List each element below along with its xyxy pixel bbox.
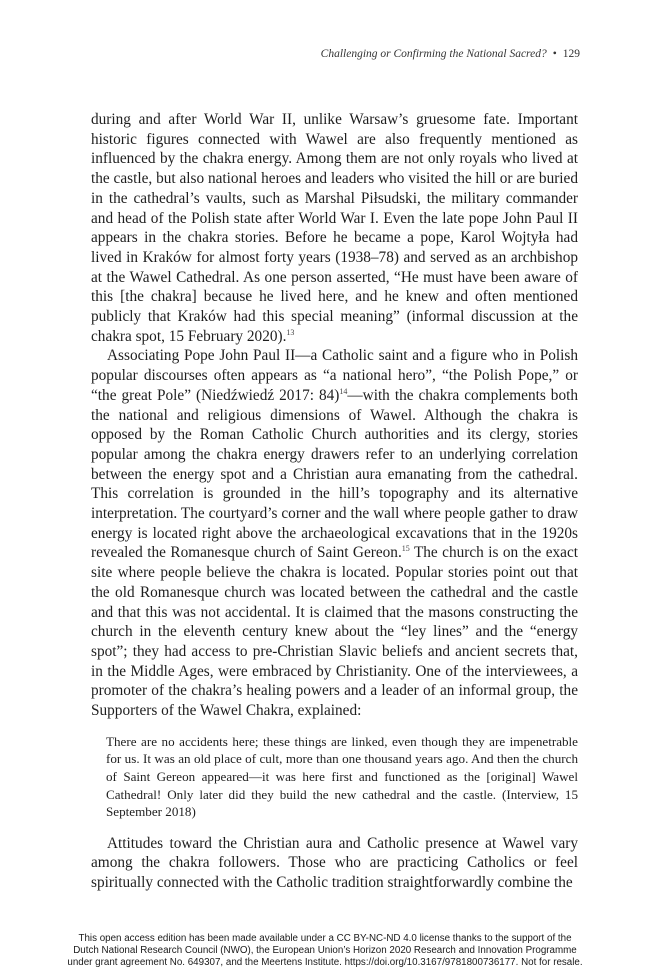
running-head-title: Challenging or Confirming the National Sacred? [320, 48, 547, 60]
footnote-marker: 13 [286, 327, 295, 337]
paragraph [91, 834, 578, 893]
body-text [91, 110, 578, 893]
block-quote: There are no accidents here; these things are linked, even though they are impenetrable for us. It was an old place of cult, more than one thousand years ago. And then the church of Saint Gereon appeared—it was here first and functioned as the [original] Wawel Cathedral! Only later did they build the new cathedral and the castle. (Interview, 15 September 2018) [106, 733, 578, 820]
paragraph [91, 346, 578, 720]
footer-line: This open access edition has been made available under a CC BY-NC-ND 4.0 license thanks to the support of the [78, 933, 572, 944]
paragraph-text: —with the chakra complements both the national and religious dimensions of Wawel. Although the chakra is opposed by the Roman Catholic Church authorities and its clergy, stories popular among the chakra energy drawers refer to an underlying correlation between the energy spot and a Christian aura emanating from the cathedral. This correlation is grounded in the hill’s topography and its alternative interpretation. The courtyard’s corner and the wall where people gather to draw energy is located right above the archaeological excavations that in the 1920s revealed the Romanesque church of Saint Gereon. [91, 386, 578, 562]
running-head-separator: • [552, 48, 557, 60]
footnote-marker: 15 [401, 544, 410, 554]
running-head [321, 48, 580, 60]
paragraph-text: during and after World War II, unlike Warsaw’s gruesome fate. Important historic figures connected with Wawel are also frequently mentioned as influenced by the chakra energy. Among them are not only royals who lived at the castle, but also national heroes and leaders who visited the hill or are buried in the cathedral’s vaults, such as Marshal Piłsudski, the military commander and head of the Polish state after World War I. Even the late pope John Paul II appears in the chakra stories. Before he became a pope, Karol Wojtyła had lived in Kraków for almost forty years (1938–78) and served as an archbishop at the Wawel Cathedral. As one person asserted, “He must have been aware of this [the chakra] because he lived here, and he knew and often mentioned publicly that Kraków had this special meaning” (informal discussion at the chakra spot, 15 February 2020). [91, 111, 578, 345]
footer-line: Dutch National Research Council (NWO), the European Union’s Horizon 2020 Research and Innovation Programme [73, 945, 577, 957]
page-number: 129 [562, 48, 580, 60]
footnote-marker: 14 [339, 386, 348, 396]
paragraph-text: The church is on the exact site where people believe the chakra is located. Popular stories point out that the old Romanesque church was located between the cathedral and the castle and that this was not accidental. It is claimed that the masons constructing the church in the eleventh century knew about the “ley lines” and the “energy spot”; they had access to pre-Christian Slavic beliefs and ancient secrets that, in the Middle Ages, were embraced by Christianity. One of the interviewees, a promoter of the chakra’s healing powers and a leader of an informal group, the Supporters of the Wawel Chakra, explained: [91, 544, 578, 720]
paragraph-continued [91, 110, 578, 346]
license-footer [0, 933, 650, 970]
paragraph-text: Associating Pope John Paul II—a Catholic saint and a figure who in Polish popular discourses often appears as “a national hero”, “the Polish Pope,” or “the great Pole” (Niedźwiedź 2017: 84) [91, 347, 578, 404]
paragraph-text: Attitudes toward the Christian aura and Catholic presence at Wawel vary among the chakra followers. Those who are practicing Catholics or feel spiritually connected with the Catholic tradition straightforwardly combine the [91, 834, 578, 892]
footer-line: under grant agreement No. 649307, and the Meertens Institute. https://doi.org/10.3167/9781800736177. Not for resale. [67, 957, 583, 969]
